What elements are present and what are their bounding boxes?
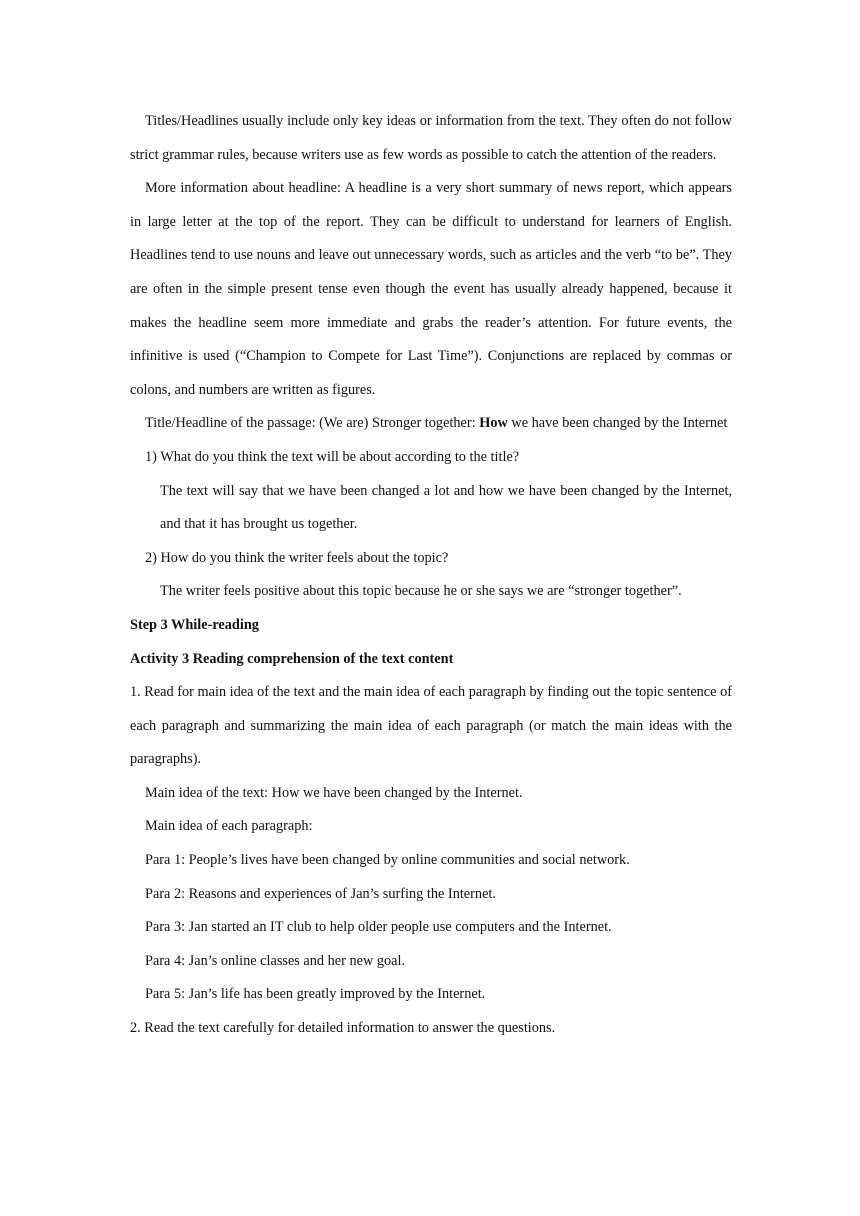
paragraph-idea-1: Para 1: People’s lives have been changed by online communities and social network. xyxy=(145,852,630,869)
task-2: 2. Read the text carefully for detailed information to answer the questions. xyxy=(130,1020,556,1037)
passage-title-bold-word: How xyxy=(479,415,508,432)
passage-title-prefix: Title/Headline of the passage: (We are) Stronger together: xyxy=(145,415,480,432)
passage-title-suffix: we have been changed by the Internet xyxy=(507,415,728,432)
question-1: 1) What do you think the text will be about according to the title? xyxy=(145,448,520,465)
headline-info-paragraph: More information about headline: A headline is a very short summary of news report, which appears in large letter at the top of the report. They can be difficult to understand for learners of English. Headlines tend to use nouns and leave out unnecessary words, such as articles and the verb “to be”. They are often in the simple present tense even though the event has usually already happened, because it makes the headline seem more immediate and grabs the reader’s attention. For future events, the infinitive is used (“Champion to Compete for Last Time”). Conjunctions are replaced by commas or colons, and numbers are written as figures. xyxy=(130,180,732,398)
question-2: 2) How do you think the writer feels about the topic? xyxy=(145,549,449,566)
paragraph-idea-3: Para 3: Jan started an IT club to help older people use computers and the Internet. xyxy=(145,919,612,936)
paragraph-idea-5: Para 5: Jan’s life has been greatly improved by the Internet. xyxy=(145,986,486,1003)
answer-2: The writer feels positive about this topic because he or she says we are “stronger together”. xyxy=(160,583,682,600)
paragraph-idea-2: Para 2: Reasons and experiences of Jan’s surfing the Internet. xyxy=(145,885,496,902)
main-idea-text: Main idea of the text: How we have been changed by the Internet. xyxy=(145,784,523,801)
step-heading: Step 3 While-reading xyxy=(130,616,259,633)
task-1: 1. Read for main idea of the text and the main idea of each paragraph by finding out the topic sentence of each paragraph and summarizing the main idea of each paragraph (or match the main ideas with the paragraphs). xyxy=(130,684,732,768)
document-page xyxy=(130,105,732,1046)
paragraph-idea-4: Para 4: Jan’s online classes and her new goal. xyxy=(145,952,406,969)
answer-1: The text will say that we have been changed a lot and how we have been changed by the Internet, and that it has brought us together. xyxy=(160,482,732,533)
intro-paragraph: Titles/Headlines usually include only key ideas or information from the text. They often do not follow strict grammar rules, because writers use as few words as possible to catch the attention of the readers. xyxy=(130,113,732,163)
activity-heading: Activity 3 Reading comprehension of the text content xyxy=(130,650,454,667)
main-idea-each-label: Main idea of each paragraph: xyxy=(145,818,313,835)
passage-title-line xyxy=(130,407,732,441)
